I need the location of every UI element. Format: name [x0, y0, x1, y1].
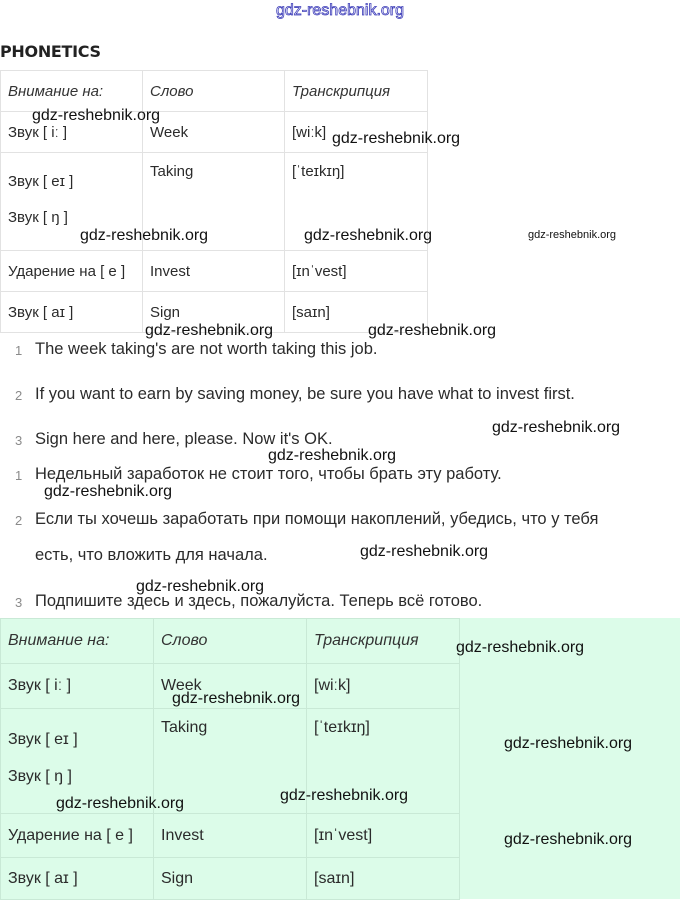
header-transcription: Транскрипция	[285, 71, 428, 112]
watermark: gdz-reshebnik.org	[44, 483, 173, 500]
cell-transcription: [ɪnˈvest]	[285, 251, 428, 292]
cell-transcription: [saɪn]	[307, 858, 460, 900]
watermark: gdz-reshebnik.org	[504, 831, 633, 848]
cell-word: Invest	[154, 814, 307, 858]
table-row	[1, 709, 460, 764]
header-word: Слово	[154, 619, 307, 664]
cell-transcription: [ɪnˈvest]	[307, 814, 460, 858]
cell-transcription: [ˈteɪkɪŋ]	[285, 153, 428, 251]
english-sentence: Sign here and here, please. Now it's OK.	[35, 430, 333, 448]
russian-sentence: Если ты хочешь заработать при помощи накоплений, убедись, что у тебя	[35, 510, 599, 528]
cell-attention: Ударение на [ e ]	[1, 814, 154, 858]
header-transcription: Транскрипция	[307, 619, 460, 664]
watermark: gdz-reshebnik.org	[172, 690, 301, 707]
cell-word: Taking	[143, 153, 285, 251]
watermark: gdz-reshebnik.org	[80, 227, 209, 244]
cell-attention: Звук [ iː ]	[1, 112, 143, 153]
watermark: gdz-reshebnik.org	[304, 227, 433, 244]
watermark: gdz-reshebnik.org	[32, 107, 161, 124]
cell-word: Taking	[154, 709, 307, 814]
table-header-row	[1, 619, 460, 664]
watermark: gdz-reshebnik.org	[360, 543, 489, 560]
sentence-number: 2	[15, 513, 23, 528]
table-header-row	[1, 71, 428, 112]
watermark: gdz-reshebnik.org	[528, 229, 617, 241]
sentence-number: 1	[15, 468, 23, 483]
cell-word: Sign	[143, 292, 285, 333]
sentence-number: 3	[15, 595, 23, 610]
watermark: gdz-reshebnik.org	[56, 795, 185, 812]
cell-transcription: [ˈteɪkɪŋ]	[307, 709, 460, 814]
cell-attention: Звук [ eɪ ]	[1, 709, 154, 764]
watermark: gdz-reshebnik.org	[492, 419, 621, 436]
watermark: gdz-reshebnik.org	[280, 787, 409, 804]
cell-attention: Звук [ ŋ ]	[1, 764, 154, 814]
cell-word: Invest	[143, 251, 285, 292]
russian-sentence: Недельный заработок не стоит того, чтобы брать эту работу.	[35, 465, 502, 483]
highlight-background	[459, 618, 680, 899]
header-attention: Внимание на:	[1, 71, 143, 112]
header-attention: Внимание на:	[1, 619, 154, 664]
watermark: gdz-reshebnik.org	[456, 639, 585, 656]
watermark: gdz-reshebnik.org	[145, 322, 274, 339]
cell-transcription: [wiːk]	[307, 664, 460, 709]
header-word: Слово	[143, 71, 285, 112]
english-sentence: If you want to earn by saving money, be sure you have what to invest first.	[35, 385, 575, 403]
section-heading: PHONETICS	[0, 42, 101, 61]
watermark: gdz-reshebnik.org	[504, 735, 633, 752]
table-row	[1, 153, 428, 205]
table-row	[1, 251, 428, 292]
cell-attention: Звук [ aɪ ]	[1, 292, 143, 333]
russian-sentence-continued: есть, что вложить для начала.	[35, 546, 268, 564]
english-sentence: The week taking's are not worth taking this job.	[35, 340, 378, 358]
cell-attention: Звук [ eɪ ]	[1, 153, 143, 205]
table-row	[1, 814, 460, 858]
sentence-number: 2	[15, 388, 23, 403]
cell-transcription: [saɪn]	[285, 292, 428, 333]
watermark: gdz-reshebnik.org	[368, 322, 497, 339]
watermark: gdz-reshebnik.org	[136, 578, 265, 595]
russian-sentence: Подпишите здесь и здесь, пожалуйста. Теперь всё готово.	[35, 592, 483, 610]
site-watermark-top: gdz-reshebnik.org	[275, 2, 405, 19]
watermark: gdz-reshebnik.org	[268, 447, 397, 464]
cell-transcription: [wiːk]	[285, 112, 428, 153]
cell-attention: Ударение на [ e ]	[1, 251, 143, 292]
sentence-number: 3	[15, 433, 23, 448]
phonetics-table-highlighted	[0, 618, 460, 900]
cell-attention: Звук [ aɪ ]	[1, 858, 154, 900]
table-row	[1, 858, 460, 900]
cell-attention: Звук [ ŋ ]	[1, 205, 143, 251]
cell-word: Week	[143, 112, 285, 153]
watermark: gdz-reshebnik.org	[332, 130, 461, 147]
cell-word: Week	[154, 664, 307, 709]
sentence-number: 1	[15, 343, 23, 358]
cell-attention: Звук [ iː ]	[1, 664, 154, 709]
cell-word: Sign	[154, 858, 307, 900]
